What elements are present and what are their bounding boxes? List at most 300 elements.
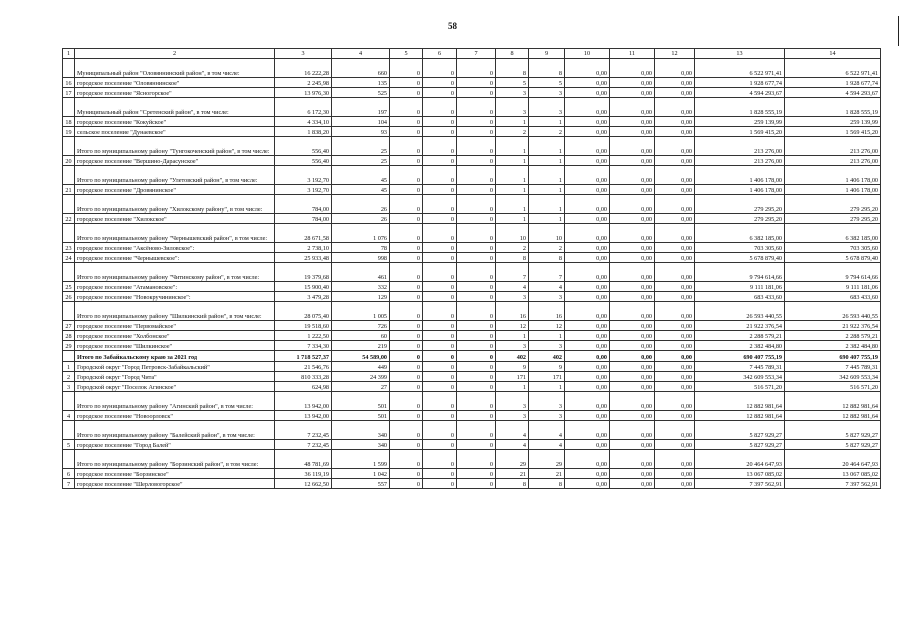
value-cell: 0: [457, 411, 496, 421]
value-cell: 3: [529, 411, 565, 421]
row-name-cell: Итого по муниципальному району "Читинскому район", в том числе:: [75, 263, 275, 282]
value-cell: 0: [457, 98, 496, 117]
value-cell: 13 942,00: [275, 392, 332, 411]
value-cell: 0: [423, 282, 457, 292]
value-cell: 24 399: [332, 372, 390, 382]
value-cell: 0: [457, 88, 496, 98]
value-cell: 0,00: [655, 292, 695, 302]
value-cell: 8: [529, 479, 565, 489]
table-row: [63, 253, 881, 263]
value-cell: 0,00: [610, 469, 655, 479]
table-row: [63, 195, 881, 214]
value-cell: 0: [457, 450, 496, 469]
row-number-cell: 25: [63, 282, 75, 292]
value-cell: 213 276,00: [695, 137, 785, 156]
table-row: [63, 450, 881, 469]
value-cell: 0,00: [565, 98, 610, 117]
value-cell: 0,00: [565, 372, 610, 382]
table-row: [63, 243, 881, 253]
value-cell: 5 827 929,27: [785, 421, 881, 440]
row-name-cell: Городской округ "Город Петровск-Забайкальский": [75, 362, 275, 372]
value-cell: 0: [423, 321, 457, 331]
value-cell: 402: [529, 351, 565, 362]
row-name-cell: Городской округ "Город Чита": [75, 372, 275, 382]
value-cell: 0: [423, 117, 457, 127]
row-number-cell: 2: [63, 372, 75, 382]
value-cell: 1 828 555,19: [695, 98, 785, 117]
value-cell: 516 571,20: [695, 382, 785, 392]
row-number-cell: 22: [63, 214, 75, 224]
value-cell: 6 172,30: [275, 98, 332, 117]
value-cell: 0,00: [565, 166, 610, 185]
value-cell: 0,00: [655, 156, 695, 166]
value-cell: 0: [457, 479, 496, 489]
value-cell: 0: [457, 224, 496, 243]
row-name-cell: Итого по муниципальному району "Улетовский район", в том числе:: [75, 166, 275, 185]
row-number-cell: 28: [63, 331, 75, 341]
value-cell: 1: [496, 166, 529, 185]
value-cell: 4: [496, 282, 529, 292]
row-name-cell: сельское поселение "Дунаевское": [75, 127, 275, 137]
value-cell: 0: [390, 243, 423, 253]
value-cell: 0: [390, 382, 423, 392]
value-cell: 5 678 879,40: [785, 253, 881, 263]
row-number-cell: 29: [63, 341, 75, 351]
value-cell: 0: [423, 302, 457, 321]
value-cell: 0: [457, 156, 496, 166]
value-cell: 0: [457, 117, 496, 127]
value-cell: 0: [457, 321, 496, 331]
value-cell: 1 569 415,20: [695, 127, 785, 137]
value-cell: 784,00: [275, 214, 332, 224]
value-cell: 0: [423, 78, 457, 88]
value-cell: 0,00: [655, 117, 695, 127]
value-cell: 0: [423, 382, 457, 392]
value-cell: 0,00: [610, 137, 655, 156]
value-cell: 525: [332, 88, 390, 98]
value-cell: 2: [496, 243, 529, 253]
value-cell: 0: [423, 372, 457, 382]
value-cell: 0,00: [610, 479, 655, 489]
value-cell: 28 671,58: [275, 224, 332, 243]
value-cell: 0,00: [610, 321, 655, 331]
value-cell: 2 382 484,80: [695, 341, 785, 351]
value-cell: 1 718 527,37: [275, 351, 332, 362]
value-cell: 0: [390, 362, 423, 372]
table-row: [63, 214, 881, 224]
row-name-cell: городское поселение "Вершино-Дарасунское": [75, 156, 275, 166]
value-cell: 2: [529, 243, 565, 253]
row-name-cell: городское поселение "Кокуйское": [75, 117, 275, 127]
value-cell: 3: [529, 341, 565, 351]
value-cell: 0,00: [565, 382, 610, 392]
table-row: [63, 117, 881, 127]
value-cell: 0: [423, 411, 457, 421]
value-cell: 9 111 181,06: [695, 282, 785, 292]
row-name-cell: городское поселение "Шерловогорское": [75, 479, 275, 489]
value-cell: 0: [457, 214, 496, 224]
value-cell: 0,00: [655, 392, 695, 411]
value-cell: 9: [496, 362, 529, 372]
value-cell: 0,00: [655, 450, 695, 469]
value-cell: 48 781,69: [275, 450, 332, 469]
value-cell: 0,00: [565, 59, 610, 78]
value-cell: 0,00: [610, 421, 655, 440]
data-table: [62, 48, 881, 489]
value-cell: 0: [423, 421, 457, 440]
row-number-cell: [63, 302, 75, 321]
value-cell: 0: [423, 195, 457, 214]
table-row: [63, 98, 881, 117]
value-cell: 0: [423, 127, 457, 137]
value-cell: 342 609 553,34: [785, 372, 881, 382]
value-cell: 0,00: [655, 78, 695, 88]
value-cell: 0,00: [565, 263, 610, 282]
value-cell: 501: [332, 411, 390, 421]
value-cell: 1: [496, 156, 529, 166]
value-cell: 20 464 647,93: [695, 450, 785, 469]
row-number-cell: [63, 351, 75, 362]
value-cell: 0,00: [610, 302, 655, 321]
value-cell: 0: [390, 214, 423, 224]
value-cell: 0: [423, 166, 457, 185]
value-cell: 3 479,28: [275, 292, 332, 302]
value-cell: 1: [529, 166, 565, 185]
value-cell: 4: [529, 421, 565, 440]
value-cell: 8: [496, 253, 529, 263]
value-cell: 0,00: [655, 282, 695, 292]
value-cell: 0: [390, 479, 423, 489]
row-number-cell: [63, 450, 75, 469]
row-number-cell: 5: [63, 440, 75, 450]
value-cell: 2: [529, 127, 565, 137]
value-cell: 1 222,50: [275, 331, 332, 341]
row-name-cell: Итого по муниципальному району "Чернышевский район", в том числе:: [75, 224, 275, 243]
value-cell: 8: [496, 59, 529, 78]
table-row: [63, 137, 881, 156]
value-cell: 28 075,40: [275, 302, 332, 321]
value-cell: 0,00: [655, 351, 695, 362]
value-cell: 0,00: [610, 127, 655, 137]
value-cell: 0: [390, 421, 423, 440]
table-row: [63, 479, 881, 489]
value-cell: 4 334,10: [275, 117, 332, 127]
value-cell: 213 276,00: [695, 156, 785, 166]
value-cell: 332: [332, 282, 390, 292]
value-cell: 1: [529, 137, 565, 156]
value-cell: 10: [529, 224, 565, 243]
value-cell: 219: [332, 341, 390, 351]
value-cell: 2 382 484,80: [785, 341, 881, 351]
row-name-cell: городское поселение "Чернышевское":: [75, 253, 275, 263]
value-cell: 9: [529, 362, 565, 372]
value-cell: 0: [423, 331, 457, 341]
value-cell: 4: [529, 440, 565, 450]
value-cell: 16: [496, 302, 529, 321]
value-cell: 0,00: [565, 362, 610, 372]
value-cell: 0: [457, 421, 496, 440]
table-row: [63, 224, 881, 243]
value-cell: 0,00: [655, 479, 695, 489]
value-cell: 0,00: [610, 263, 655, 282]
row-name-cell: Итого по муниципальному району "Балейский район", в том числе:: [75, 421, 275, 440]
value-cell: 0: [457, 362, 496, 372]
value-cell: 0: [390, 156, 423, 166]
table-row: [63, 166, 881, 185]
value-cell: 12 882 981,64: [785, 411, 881, 421]
value-cell: 0: [423, 341, 457, 351]
value-cell: 19 518,60: [275, 321, 332, 331]
value-cell: 0,00: [655, 411, 695, 421]
value-cell: 0,00: [655, 321, 695, 331]
value-cell: 0: [423, 263, 457, 282]
table-row: [63, 302, 881, 321]
value-cell: 171: [529, 372, 565, 382]
value-cell: 45: [332, 166, 390, 185]
value-cell: 0: [390, 341, 423, 351]
value-cell: 683 433,60: [785, 292, 881, 302]
row-name-cell: городское поселение "Новоорловск": [75, 411, 275, 421]
value-cell: 1 406 178,00: [785, 166, 881, 185]
value-cell: 0: [457, 382, 496, 392]
row-name-cell: городское поселение "Первомайское": [75, 321, 275, 331]
table-row: [63, 382, 881, 392]
value-cell: 0,00: [565, 351, 610, 362]
row-name-cell: городское поселение "Борзинское": [75, 469, 275, 479]
value-cell: 810 333,28: [275, 372, 332, 382]
value-cell: 104: [332, 117, 390, 127]
value-cell: 0: [457, 341, 496, 351]
value-cell: 516 571,20: [785, 382, 881, 392]
value-cell: 0,00: [565, 411, 610, 421]
value-cell: 0,00: [610, 341, 655, 351]
value-cell: 0,00: [565, 127, 610, 137]
value-cell: 20 464 647,93: [785, 450, 881, 469]
value-cell: 0: [390, 137, 423, 156]
value-cell: 0: [457, 392, 496, 411]
value-cell: 5 827 929,27: [785, 440, 881, 450]
value-cell: 340: [332, 440, 390, 450]
value-cell: 4 594 293,67: [785, 88, 881, 98]
value-cell: 0: [423, 224, 457, 243]
value-cell: 0: [457, 243, 496, 253]
value-cell: 0: [390, 59, 423, 78]
value-cell: 6 522 971,41: [785, 59, 881, 78]
value-cell: 0: [457, 78, 496, 88]
value-cell: 1: [496, 214, 529, 224]
value-cell: 12: [496, 321, 529, 331]
value-cell: 21: [496, 469, 529, 479]
value-cell: 0: [423, 362, 457, 372]
value-cell: 0,00: [655, 372, 695, 382]
row-name-cell: городское поселение "Город Балей": [75, 440, 275, 450]
value-cell: 1 406 178,00: [695, 185, 785, 195]
value-cell: 0,00: [610, 282, 655, 292]
column-header: 3: [275, 49, 332, 59]
value-cell: 3: [496, 411, 529, 421]
value-cell: 7 397 562,91: [785, 479, 881, 489]
value-cell: 25: [332, 156, 390, 166]
column-header: 13: [695, 49, 785, 59]
value-cell: 0: [390, 331, 423, 341]
value-cell: 259 139,99: [695, 117, 785, 127]
value-cell: 0,00: [610, 382, 655, 392]
value-cell: 1 406 178,00: [695, 166, 785, 185]
value-cell: 0,00: [565, 440, 610, 450]
value-cell: 1: [496, 185, 529, 195]
value-cell: 0: [390, 450, 423, 469]
value-cell: 4 594 293,67: [695, 88, 785, 98]
value-cell: 683 433,60: [695, 292, 785, 302]
value-cell: 1 599: [332, 450, 390, 469]
value-cell: 0,00: [655, 195, 695, 214]
column-header: 12: [655, 49, 695, 59]
table-row: [63, 263, 881, 282]
row-name-cell: городское поселение "Холбонское": [75, 331, 275, 341]
value-cell: 0: [390, 224, 423, 243]
value-cell: 25: [332, 137, 390, 156]
value-cell: 3: [529, 88, 565, 98]
value-cell: 12: [529, 321, 565, 331]
value-cell: 3: [496, 98, 529, 117]
row-number-cell: 27: [63, 321, 75, 331]
value-cell: 340: [332, 421, 390, 440]
row-name-cell: городское поселение "Атамановское":: [75, 282, 275, 292]
value-cell: 0,00: [610, 166, 655, 185]
column-header: 7: [457, 49, 496, 59]
value-cell: 0: [423, 351, 457, 362]
row-number-cell: 4: [63, 411, 75, 421]
value-cell: 0,00: [655, 263, 695, 282]
value-cell: 13 067 085,02: [785, 469, 881, 479]
column-header: 5: [390, 49, 423, 59]
table-row: [63, 341, 881, 351]
value-cell: 2 288 579,21: [785, 331, 881, 341]
value-cell: 213 276,00: [785, 156, 881, 166]
value-cell: 461: [332, 263, 390, 282]
value-cell: 0: [423, 440, 457, 450]
value-cell: 25 933,48: [275, 253, 332, 263]
table-row: [63, 78, 881, 88]
value-cell: 0,00: [655, 382, 695, 392]
value-cell: 0,00: [610, 331, 655, 341]
value-cell: 0,00: [610, 185, 655, 195]
value-cell: 0: [390, 469, 423, 479]
value-cell: 0,00: [610, 372, 655, 382]
value-cell: 0,00: [565, 479, 610, 489]
value-cell: 0: [390, 411, 423, 421]
value-cell: 690 407 755,19: [785, 351, 881, 362]
row-name-cell: Городской округ "Поселок Агинское": [75, 382, 275, 392]
row-number-cell: 26: [63, 292, 75, 302]
value-cell: 0: [390, 88, 423, 98]
value-cell: 2: [496, 127, 529, 137]
row-number-cell: [63, 224, 75, 243]
value-cell: 1 076: [332, 224, 390, 243]
value-cell: 0,00: [565, 253, 610, 263]
value-cell: 0,00: [565, 214, 610, 224]
table-row: [63, 127, 881, 137]
value-cell: 0,00: [565, 282, 610, 292]
value-cell: 0,00: [610, 156, 655, 166]
value-cell: 21 546,76: [275, 362, 332, 372]
value-cell: 0: [390, 292, 423, 302]
value-cell: 1: [496, 331, 529, 341]
value-cell: 3: [529, 98, 565, 117]
value-cell: 15 900,40: [275, 282, 332, 292]
value-cell: 703 305,60: [785, 243, 881, 253]
value-cell: 7: [496, 263, 529, 282]
value-cell: 726: [332, 321, 390, 331]
row-number-cell: [63, 59, 75, 78]
row-number-cell: 17: [63, 88, 75, 98]
value-cell: 0,00: [610, 362, 655, 372]
value-cell: 1: [529, 331, 565, 341]
table-row: [63, 469, 881, 479]
table-row: [63, 292, 881, 302]
value-cell: 0: [423, 59, 457, 78]
value-cell: 0: [423, 88, 457, 98]
value-cell: 1: [529, 195, 565, 214]
table-row: [63, 421, 881, 440]
value-cell: 13 067 085,02: [695, 469, 785, 479]
value-cell: 3 192,70: [275, 185, 332, 195]
value-cell: 0,00: [655, 88, 695, 98]
value-cell: 402: [496, 351, 529, 362]
value-cell: 0,00: [655, 224, 695, 243]
value-cell: 213 276,00: [785, 137, 881, 156]
value-cell: 279 295,20: [695, 195, 785, 214]
value-cell: 60: [332, 331, 390, 341]
row-name-cell: городское поселение "Новокручининское":: [75, 292, 275, 302]
column-header: 2: [75, 49, 275, 59]
row-number-cell: 7: [63, 479, 75, 489]
value-cell: 0,00: [565, 224, 610, 243]
value-cell: 1 928 677,74: [785, 78, 881, 88]
row-number-cell: 3: [63, 382, 75, 392]
value-cell: 2 738,10: [275, 243, 332, 253]
row-name-cell: городское поселение "Дровянинское": [75, 185, 275, 195]
value-cell: 0,00: [610, 392, 655, 411]
value-cell: 0,00: [565, 137, 610, 156]
value-cell: 0: [457, 292, 496, 302]
value-cell: 0,00: [610, 224, 655, 243]
row-number-cell: [63, 195, 75, 214]
value-cell: 26: [332, 214, 390, 224]
value-cell: 0: [390, 440, 423, 450]
value-cell: 12 662,50: [275, 479, 332, 489]
value-cell: 6 382 185,00: [785, 224, 881, 243]
page-number: 58: [448, 21, 457, 31]
value-cell: 3: [529, 292, 565, 302]
value-cell: 0: [390, 321, 423, 331]
value-cell: 7 232,45: [275, 421, 332, 440]
value-cell: 0: [390, 166, 423, 185]
value-cell: 7 232,45: [275, 440, 332, 450]
row-name-cell: городское поселение "Шилкинское": [75, 341, 275, 351]
column-header: 14: [785, 49, 881, 59]
value-cell: 7: [529, 263, 565, 282]
value-cell: 0: [457, 282, 496, 292]
value-cell: 9 794 614,66: [695, 263, 785, 282]
table-row: [63, 440, 881, 450]
value-cell: 0,00: [655, 341, 695, 351]
value-cell: 12 882 981,64: [785, 392, 881, 411]
value-cell: 171: [496, 372, 529, 382]
value-cell: 784,00: [275, 195, 332, 214]
row-name-cell: Итого по муниципальному району "Борзинский район", в том числе:: [75, 450, 275, 469]
value-cell: 3: [529, 392, 565, 411]
